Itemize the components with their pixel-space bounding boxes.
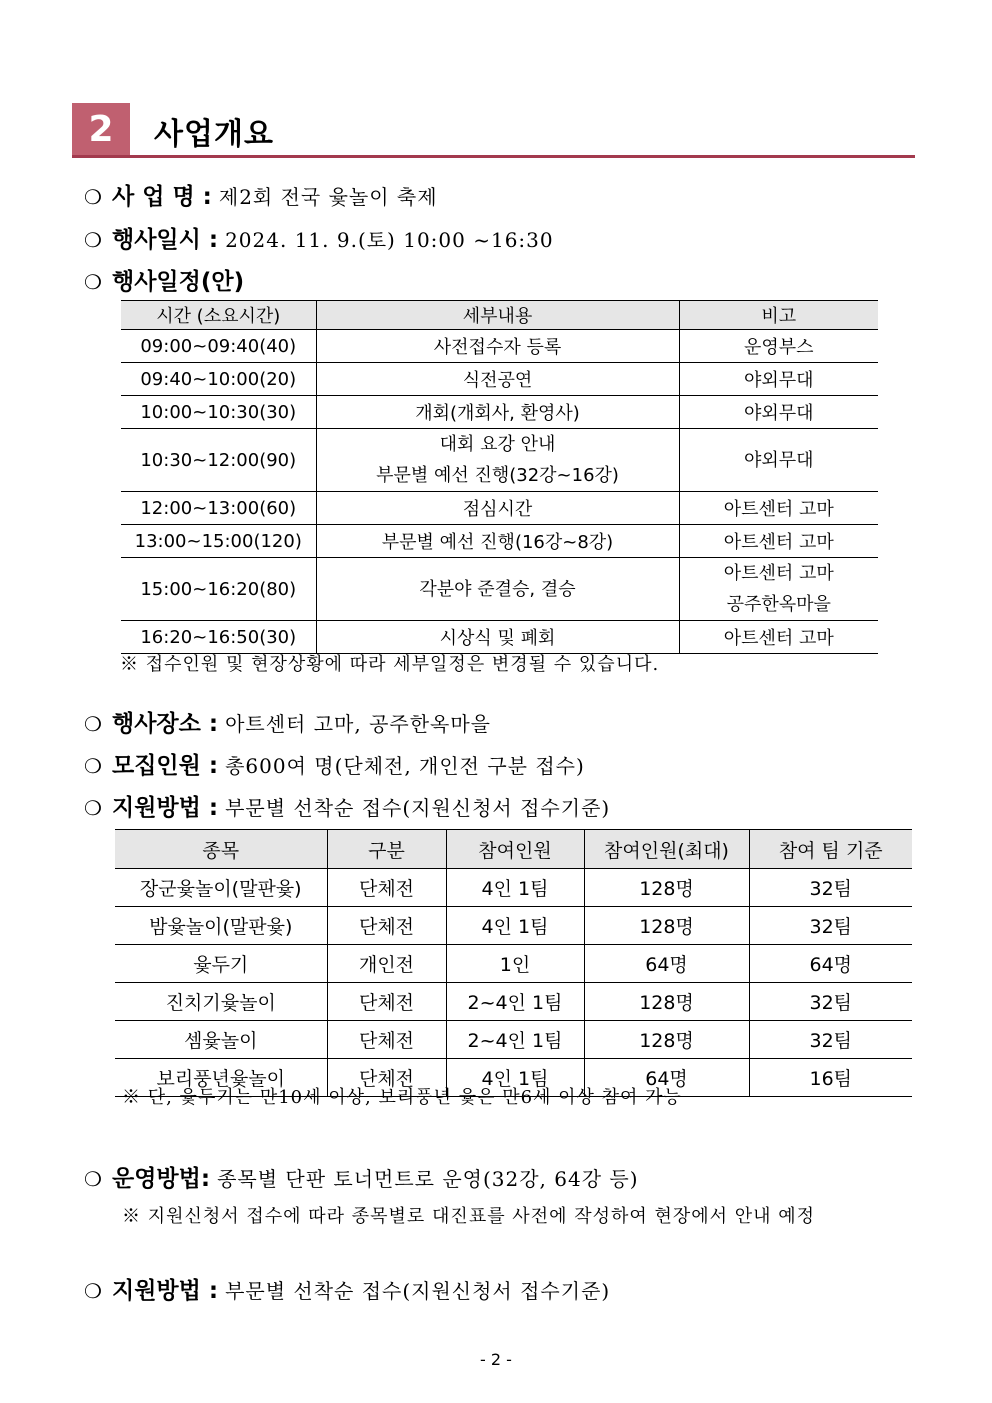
members-cell: 4인 1팀: [446, 907, 584, 945]
info-label: 지원방법 :: [112, 1278, 219, 1304]
table-row: [121, 492, 878, 525]
note-cell: 아트센터 고마: [679, 492, 878, 525]
operation-footnote: ※ 지원신청서 접수에 따라 종목별로 대진표를 사전에 작성하여 현장에서 안내 예정: [122, 1206, 816, 1227]
column-header: 참여 팀 기준: [749, 830, 912, 869]
info-label: 사 업 명 :: [112, 184, 212, 210]
time-cell: 09:00~09:40(40): [121, 330, 316, 363]
table-row: [121, 525, 878, 558]
time-cell: 13:00~15:00(120): [121, 525, 316, 558]
detail-cell: 각분야 준결승, 결승: [316, 558, 679, 621]
table-row: [115, 907, 912, 945]
table-row: [121, 429, 878, 492]
section-header: [72, 103, 915, 159]
type-cell: 개인전: [327, 945, 446, 983]
info-value: 부문별 선착순 접수(지원신청서 접수기준): [225, 796, 611, 820]
detail-cell: 개회(개회사, 환영사): [316, 396, 679, 429]
max-cell: 128명: [584, 869, 749, 907]
info-application-2: [84, 1272, 610, 1305]
bullet-icon: ❍: [84, 270, 102, 294]
note-cell: 아트센터 고마: [679, 621, 878, 654]
info-recruitment: [84, 747, 585, 780]
note-cell: 야외무대: [679, 363, 878, 396]
type-cell: 단체전: [327, 907, 446, 945]
note-cell: 야외무대: [679, 396, 878, 429]
bullet-icon: ❍: [84, 754, 102, 778]
info-value: 종목별 단판 토너먼트로 운영(32강, 64강 등): [217, 1167, 639, 1191]
info-venue: [84, 705, 491, 738]
detail-cell: [316, 429, 679, 492]
max-cell: 64명: [584, 1059, 749, 1097]
table-row: [115, 869, 912, 907]
time-cell: 15:00~16:20(80): [121, 558, 316, 621]
info-label: 운영방법:: [112, 1166, 211, 1192]
info-event-date: [84, 221, 554, 254]
table-row: [121, 330, 878, 363]
event-cell: 윷두기: [115, 945, 327, 983]
info-schedule-title: [84, 263, 244, 296]
detail-cell: 부문별 예선 진행(16강~8강): [316, 525, 679, 558]
max-cell: 128명: [584, 907, 749, 945]
members-cell: 2~4인 1팀: [446, 983, 584, 1021]
table-row: [115, 983, 912, 1021]
schedule-footnote: ※ 접수인원 및 현장상황에 따라 세부일정은 변경될 수 있습니다.: [120, 654, 660, 675]
bullet-icon: ❍: [84, 185, 102, 209]
note-cell: 야외무대: [679, 429, 878, 492]
note-cell: 운영부스: [679, 330, 878, 363]
info-label: 행사일시 :: [112, 227, 219, 253]
event-cell: 보리풍년윷놀이: [115, 1059, 327, 1097]
info-value: 부문별 선착순 접수(지원신청서 접수기준): [225, 1279, 611, 1303]
bullet-icon: ❍: [84, 228, 102, 252]
type-cell: 단체전: [327, 1021, 446, 1059]
info-value: 총600여 명(단체전, 개인전 구분 접수): [225, 754, 585, 778]
teams-cell: 32팀: [749, 983, 912, 1021]
event-cell: 진치기윷놀이: [115, 983, 327, 1021]
info-label: 행사일정(안): [112, 269, 245, 295]
section-number: 2: [72, 103, 130, 157]
events-table: [115, 829, 912, 1097]
members-cell: 4인 1팀: [446, 1059, 584, 1097]
note-line: 공주한옥마을: [726, 594, 831, 615]
info-label: 모집인원 :: [112, 753, 219, 779]
time-cell: 09:40~10:00(20): [121, 363, 316, 396]
info-value: 제2회 전국 윷놀이 축제: [218, 185, 438, 209]
table-row: [115, 945, 912, 983]
column-header: 세부내용: [316, 301, 679, 330]
type-cell: 단체전: [327, 1059, 446, 1097]
info-value: 아트센터 고마, 공주한옥마을: [225, 712, 491, 736]
column-header: 비고: [679, 301, 878, 330]
bullet-icon: ❍: [84, 1167, 102, 1191]
time-cell: 10:30~12:00(90): [121, 429, 316, 492]
event-cell: 밤윷놀이(말판윷): [115, 907, 327, 945]
event-cell: 장군윷놀이(말판윷): [115, 869, 327, 907]
table-row: [115, 1021, 912, 1059]
table-header-row: [121, 301, 878, 330]
time-cell: 16:20~16:50(30): [121, 621, 316, 654]
page-number: - 2 -: [480, 1350, 512, 1369]
header-divider: [72, 155, 915, 158]
info-application: [84, 789, 610, 822]
bullet-icon: ❍: [84, 1279, 102, 1303]
section-title: 사업개요: [154, 117, 274, 152]
max-cell: 128명: [584, 983, 749, 1021]
detail-cell: 식전공연: [316, 363, 679, 396]
table-row: [121, 558, 878, 621]
max-cell: 128명: [584, 1021, 749, 1059]
info-label: 지원방법 :: [112, 795, 219, 821]
members-cell: 4인 1팀: [446, 869, 584, 907]
detail-cell: 시상식 및 폐회: [316, 621, 679, 654]
note-cell: [679, 558, 878, 621]
teams-cell: 64명: [749, 945, 912, 983]
detail-line: 대회 요강 안내: [439, 434, 556, 455]
info-value: 2024. 11. 9.(토) 10:00 ~16:30: [225, 228, 554, 252]
detail-line: 부문별 예선 진행(32강~16강): [376, 465, 619, 486]
info-label: 행사장소 :: [112, 711, 219, 737]
info-event-name: [84, 178, 438, 211]
time-cell: 12:00~13:00(60): [121, 492, 316, 525]
type-cell: 단체전: [327, 983, 446, 1021]
column-header: 종목: [115, 830, 327, 869]
bullet-icon: ❍: [84, 796, 102, 820]
column-header: 참여인원: [446, 830, 584, 869]
teams-cell: 16팀: [749, 1059, 912, 1097]
event-cell: 셈윷놀이: [115, 1021, 327, 1059]
type-cell: 단체전: [327, 869, 446, 907]
table-row: [121, 396, 878, 429]
detail-cell: 점심시간: [316, 492, 679, 525]
bullet-icon: ❍: [84, 712, 102, 736]
column-header: 시간 (소요시간): [121, 301, 316, 330]
schedule-table: [121, 300, 878, 654]
members-cell: 1인: [446, 945, 584, 983]
detail-cell: 사전접수자 등록: [316, 330, 679, 363]
max-cell: 64명: [584, 945, 749, 983]
column-header: 구분: [327, 830, 446, 869]
table-header-row: [115, 830, 912, 869]
events-footnote: ※ 단, 윷두기는 만10세 이상, 보리풍년 윷은 만6세 이상 참여 가능: [122, 1087, 682, 1108]
note-line: 아트센터 고마: [723, 563, 834, 584]
info-operation: [84, 1160, 639, 1193]
table-row: [121, 621, 878, 654]
teams-cell: 32팀: [749, 907, 912, 945]
teams-cell: 32팀: [749, 1021, 912, 1059]
time-cell: 10:00~10:30(30): [121, 396, 316, 429]
note-cell: 아트센터 고마: [679, 525, 878, 558]
table-row: [121, 363, 878, 396]
members-cell: 2~4인 1팀: [446, 1021, 584, 1059]
teams-cell: 32팀: [749, 869, 912, 907]
column-header: 참여인원(최대): [584, 830, 749, 869]
